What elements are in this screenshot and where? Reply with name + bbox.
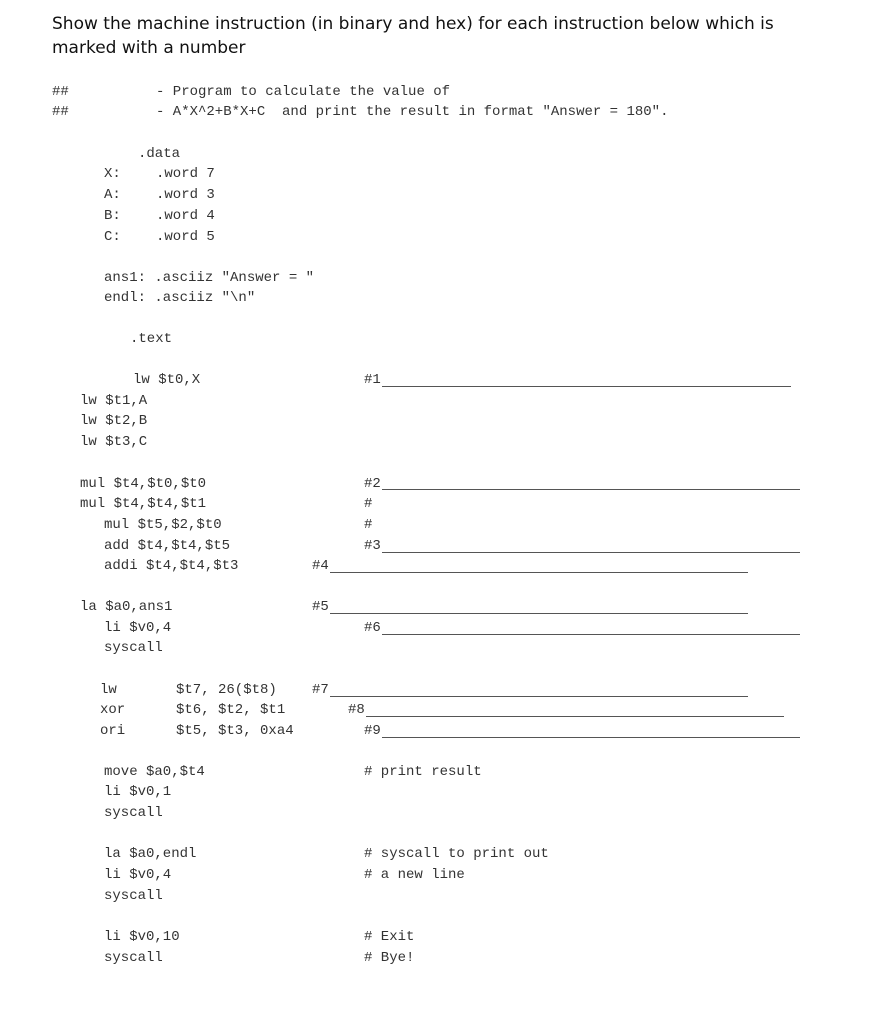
instr-li-v0-10: li $v0,10 xyxy=(104,929,180,945)
comment-print-result: # print result xyxy=(364,764,482,780)
endl-string: endl: .asciiz "\n" xyxy=(104,290,256,306)
instr-la-ans: la $a0,ans1 xyxy=(80,599,173,615)
instr-mul-2: mul $t4,$t4,$t1 xyxy=(80,496,207,512)
instr-li-v0-4b: li $v0,4 xyxy=(104,867,172,883)
var-label-b: B: xyxy=(104,208,121,224)
answer-line-9[interactable] xyxy=(382,737,800,738)
instr-syscall-3: syscall xyxy=(104,888,163,904)
marker-2b: # xyxy=(364,517,373,533)
instr-mul-1: mul $t4,$t0,$t0 xyxy=(80,476,207,492)
instr-xor-args: $t6, $t2, $t1 xyxy=(176,702,286,718)
instr-lw-t3: lw $t3,C xyxy=(80,434,148,450)
var-label-c: C: xyxy=(104,229,121,245)
answer-line-2[interactable] xyxy=(382,489,800,490)
instr-xor-op: xor xyxy=(100,702,126,718)
question-prompt: Show the machine instruction (in binary and hex) for each instruction below which is marked with a number xyxy=(52,14,774,58)
var-word-c: .word 5 xyxy=(156,229,215,245)
marker-8: #8 xyxy=(348,702,365,718)
instr-lw-t0: lw $t0,X xyxy=(133,372,201,388)
var-word-b: .word 4 xyxy=(156,208,215,224)
instr-add: add $t4,$t4,$t5 xyxy=(104,538,231,554)
instr-syscall-2: syscall xyxy=(104,805,163,821)
instr-la-endl: la $a0,endl xyxy=(104,846,197,862)
comment-syscall-print: # syscall to print out xyxy=(364,846,549,862)
marker-2a: # xyxy=(364,496,373,512)
comment-hash-1: ## xyxy=(52,84,69,100)
instr-mul-3: mul $t5,$2,$t0 xyxy=(104,517,222,533)
ans1-string: ans1: .asciiz "Answer = " xyxy=(104,270,315,286)
marker-6: #6 xyxy=(364,620,381,636)
marker-9: #9 xyxy=(364,723,381,739)
answer-line-6[interactable] xyxy=(382,634,800,635)
instr-syscall-1: syscall xyxy=(104,640,163,656)
instr-lw-t2: lw $t2,B xyxy=(80,413,148,429)
comment-line-1: - Program to calculate the value of xyxy=(156,84,451,100)
marker-2: #2 xyxy=(364,476,381,492)
instr-move: move $a0,$t4 xyxy=(104,764,205,780)
answer-line-1[interactable] xyxy=(382,386,791,387)
instr-lw-t1: lw $t1,A xyxy=(80,393,148,409)
instr-syscall-4: syscall xyxy=(104,950,163,966)
comment-new-line: # a new line xyxy=(364,867,465,883)
instr-lw-args: $t7, 26($t8) xyxy=(176,682,277,698)
marker-3: #3 xyxy=(364,538,381,554)
instr-li-v0-1: li $v0,1 xyxy=(104,784,172,800)
instr-lw-op: lw xyxy=(100,682,117,698)
var-label-x: X: xyxy=(104,166,121,182)
var-word-a: .word 3 xyxy=(156,187,215,203)
marker-4: #4 xyxy=(312,558,329,574)
var-word-x: .word 7 xyxy=(156,166,215,182)
marker-1: #1 xyxy=(364,372,381,388)
marker-5: #5 xyxy=(312,599,329,615)
instr-ori-op: ori xyxy=(100,723,126,739)
comment-hash-2: ## xyxy=(52,104,69,120)
answer-line-8[interactable] xyxy=(366,716,784,717)
var-label-a: A: xyxy=(104,187,121,203)
text-directive: .text xyxy=(130,331,173,347)
comment-exit: # Exit xyxy=(364,929,415,945)
answer-line-3[interactable] xyxy=(382,552,800,553)
comment-bye: # Bye! xyxy=(364,950,415,966)
instr-addi: addi $t4,$t4,$t3 xyxy=(104,558,239,574)
answer-line-7[interactable] xyxy=(330,696,748,697)
data-directive: .data xyxy=(138,146,181,162)
instr-ori-args: $t5, $t3, 0xa4 xyxy=(176,723,294,739)
comment-line-2: - A*X^2+B*X+C and print the result in format "Answer = 180". xyxy=(156,104,669,120)
answer-line-5[interactable] xyxy=(330,613,748,614)
instr-li-v0-4a: li $v0,4 xyxy=(104,620,172,636)
answer-line-4[interactable] xyxy=(330,572,748,573)
marker-7: #7 xyxy=(312,682,329,698)
